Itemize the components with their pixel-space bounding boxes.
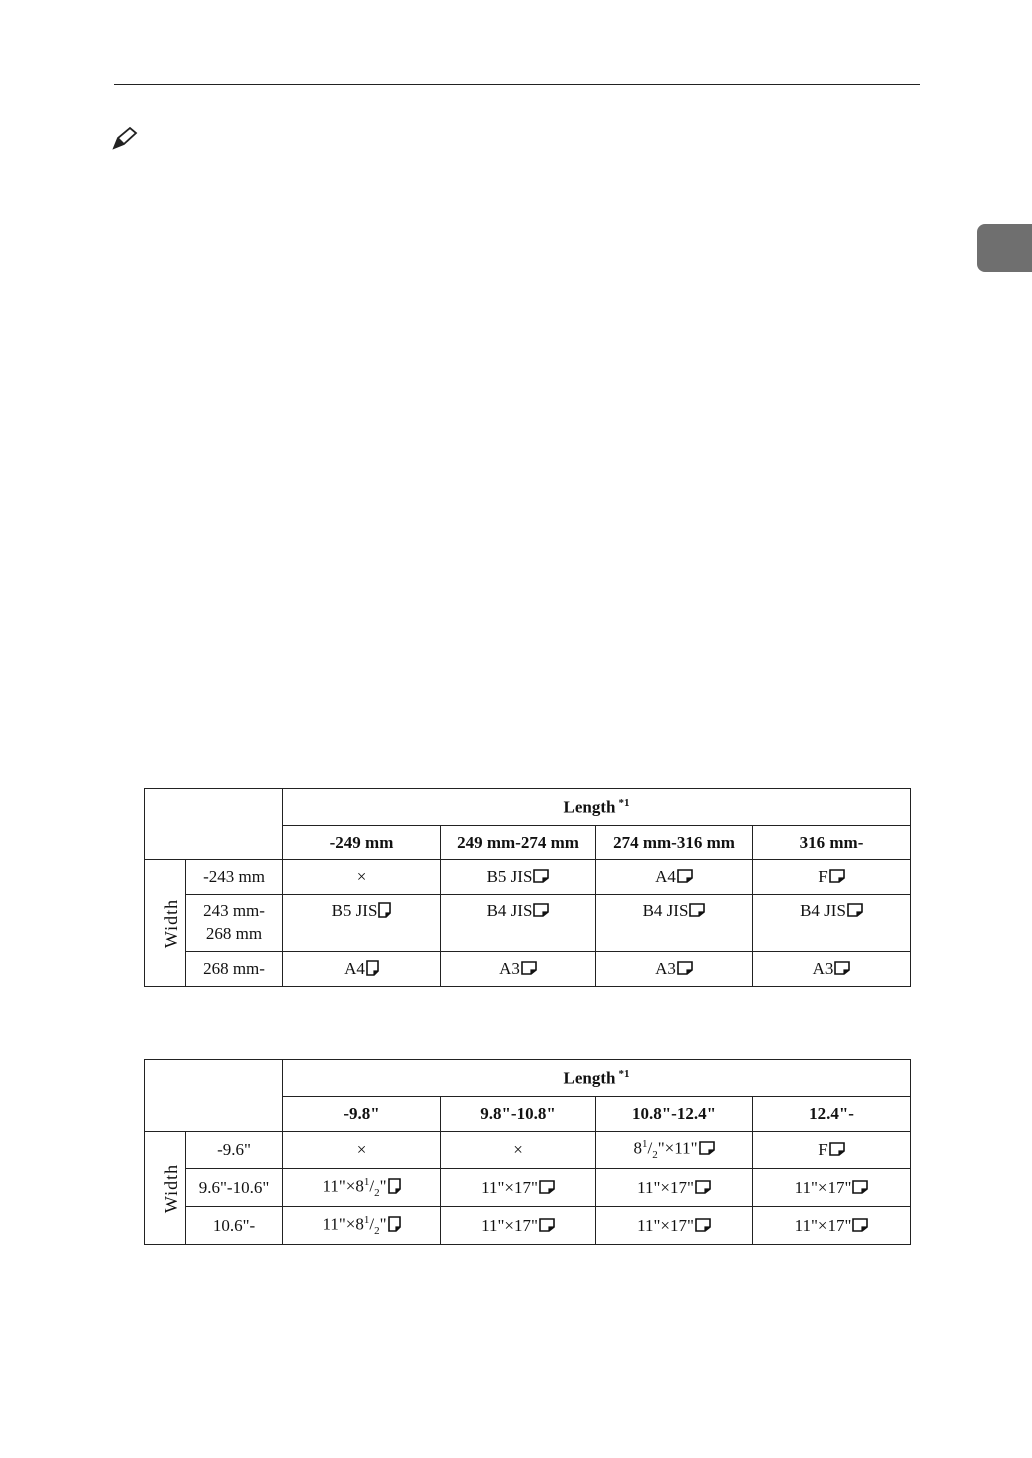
chapter-tab [977, 224, 1032, 272]
table-cell: 11"×17" [441, 1169, 596, 1207]
table-cell: B4 JIS [596, 895, 753, 952]
length-header: Length $^{*1}$ [283, 789, 911, 826]
landscape-paper-icon [829, 1142, 845, 1156]
corner-cell [145, 789, 283, 860]
table-cell: F [753, 860, 911, 895]
landscape-paper-icon [695, 1180, 711, 1194]
table-cell: $8^1/_2"\times 11$" [596, 1132, 753, 1169]
portrait-paper-icon [388, 1178, 401, 1194]
portrait-paper-icon [388, 1216, 401, 1232]
table-cell: 11"×17" [596, 1169, 753, 1207]
corner-cell [145, 1060, 283, 1132]
length-header: Length $^{*1}$ [283, 1060, 911, 1097]
landscape-paper-icon [847, 903, 863, 917]
table-cell: $11"\times 8^1/_2$" [283, 1169, 441, 1207]
inch-size-table [144, 1059, 911, 1245]
column-header: 274 mm-316 mm [596, 826, 753, 860]
column-header: 316 mm- [753, 826, 911, 860]
width-label: Width [161, 1163, 182, 1213]
metric-size-table [144, 788, 911, 987]
row-label: 9.6"-10.6" [186, 1169, 283, 1207]
column-header: 9.8"-10.8" [441, 1097, 596, 1132]
landscape-paper-icon [539, 1218, 555, 1232]
column-header: 10.8"-12.4" [596, 1097, 753, 1132]
row-label: 243 mm- 268 mm [186, 895, 283, 952]
table-cell: A4 [596, 860, 753, 895]
landscape-paper-icon [677, 869, 693, 883]
table-cell: 11"×17" [753, 1169, 911, 1207]
portrait-paper-icon [378, 902, 391, 918]
row-label: 268 mm- [186, 952, 283, 987]
landscape-paper-icon [689, 903, 705, 917]
table-cell: B4 JIS [441, 895, 596, 952]
column-header: -249 mm [283, 826, 441, 860]
table-cell: $11"\times 8^1/_2$" [283, 1207, 441, 1245]
width-label: Width [161, 898, 182, 948]
row-label: -9.6" [186, 1132, 283, 1169]
table-cell: A4 [283, 952, 441, 987]
header-rule [114, 84, 920, 85]
landscape-paper-icon [699, 1141, 715, 1155]
landscape-paper-icon [852, 1180, 868, 1194]
landscape-paper-icon [834, 961, 850, 975]
table-cell: B5 JIS [441, 860, 596, 895]
landscape-paper-icon [677, 961, 693, 975]
table-cell: A3 [596, 952, 753, 987]
column-header: 249 mm-274 mm [441, 826, 596, 860]
table-cell: F [753, 1132, 911, 1169]
table-cell: 11"×17" [441, 1207, 596, 1245]
landscape-paper-icon [695, 1218, 711, 1232]
landscape-paper-icon [829, 869, 845, 883]
landscape-paper-icon [521, 961, 537, 975]
width-label-cell [145, 1132, 186, 1245]
portrait-paper-icon [366, 960, 379, 976]
column-header: -9.8" [283, 1097, 441, 1132]
landscape-paper-icon [533, 903, 549, 917]
table-cell: × [441, 1132, 596, 1169]
landscape-paper-icon [852, 1218, 868, 1232]
landscape-paper-icon [539, 1180, 555, 1194]
table-cell: × [283, 1132, 441, 1169]
column-header: 12.4"- [753, 1097, 911, 1132]
table-cell: B4 JIS [753, 895, 911, 952]
table-cell: B5 JIS [283, 895, 441, 952]
landscape-paper-icon [533, 869, 549, 883]
table-cell: × [283, 860, 441, 895]
table-cell: 11"×17" [753, 1207, 911, 1245]
width-label-cell [145, 860, 186, 987]
row-label: 10.6"- [186, 1207, 283, 1245]
table-cell: A3 [753, 952, 911, 987]
table-cell: A3 [441, 952, 596, 987]
table-cell: 11"×17" [596, 1207, 753, 1245]
note-pencil-icon [110, 126, 140, 152]
row-label: -243 mm [186, 860, 283, 895]
